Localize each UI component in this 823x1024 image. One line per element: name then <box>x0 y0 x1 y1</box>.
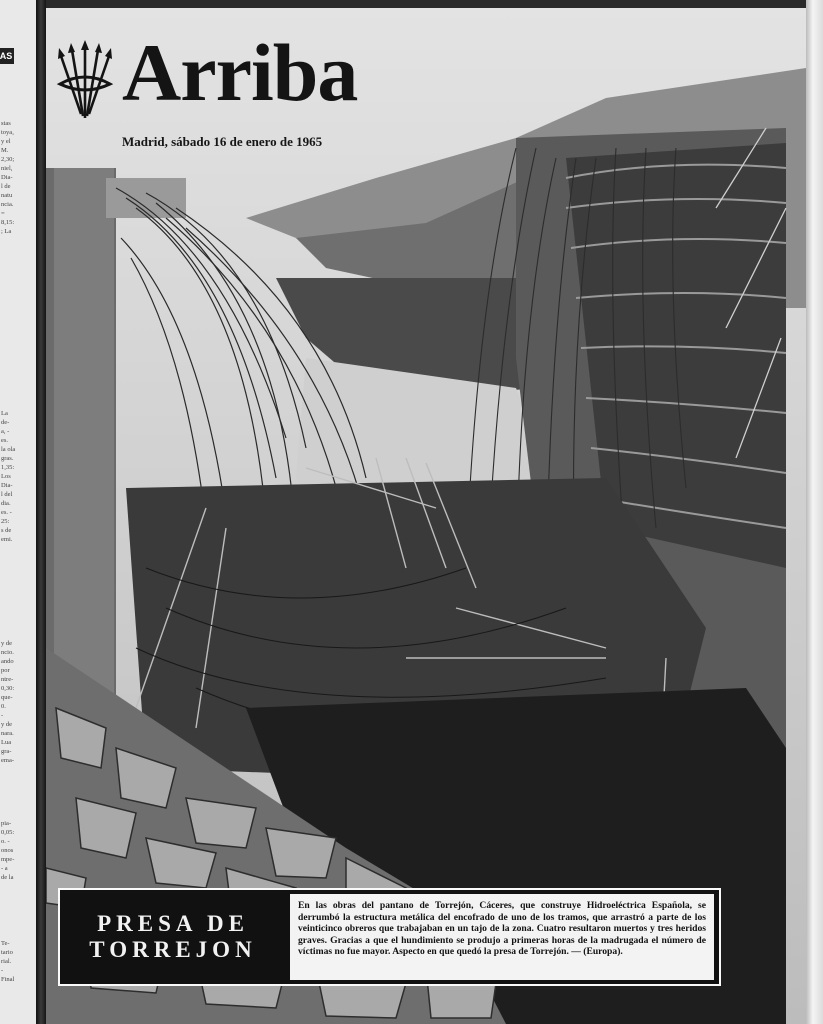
caption-body: En las obras del pantano de Torrejón, Cáceres, que construye Hidroeléctrica Española, se derrumbó la estructura metálica del encofrado de uno de los tramos, que arrastró a parte de los veinticinco obreros que trabajaban en un tajo de la zona. Cuatro resultaron muertos y tres heridos graves. Gracias a que el hundimiento se produjo a primeras horas de la madrugada el número de víctimas no fue mayor. Aspecto en que quedó la presa de Torrejón. — (Europa). <box>290 894 714 980</box>
left-page-fragment: ntre- <box>1 676 14 683</box>
left-page-fragment: y de <box>1 721 13 728</box>
left-page-fragment: 0,05: <box>1 829 15 836</box>
left-page-fragment: la ola <box>1 446 16 453</box>
left-page-fragment: 8,15: <box>1 219 15 226</box>
left-page-fragment: ando <box>1 658 14 665</box>
left-page-fragment: Lua <box>1 739 12 746</box>
book-binding <box>36 0 46 1024</box>
left-page-fragment: a, - <box>1 428 10 435</box>
left-page-fragment: = <box>1 210 5 217</box>
masthead <box>50 27 410 170</box>
left-page-fragment: Dia- <box>1 482 13 489</box>
left-page-fragment: de la <box>1 874 14 881</box>
left-page-fragment: y de <box>1 640 13 647</box>
left-page-fragment: ema- <box>1 757 14 764</box>
left-page-fragment: Te- <box>1 940 10 947</box>
left-page-fragment: mpe- <box>1 856 15 863</box>
left-page-fragment: que- <box>1 694 13 701</box>
left-page-fragment: de- <box>1 419 10 426</box>
left-page-fragment: stas <box>1 120 11 127</box>
left-page-fragment: o. - <box>1 838 10 845</box>
left-page-fragment: l del <box>1 491 13 498</box>
left-page-fragment: gras. <box>1 455 14 462</box>
left-page-fragment: gra- <box>1 748 12 755</box>
left-page-fragment: nara. <box>1 730 14 737</box>
caption-heading <box>66 896 280 978</box>
left-page-fragment: y el <box>1 138 11 145</box>
left-page-fragment: 2,30; <box>1 156 15 163</box>
left-page-fragment: 25: <box>1 518 10 525</box>
left-page-fragment: ; La <box>1 228 12 235</box>
left-adjacent-page <box>0 0 38 1024</box>
left-page-fragment: tario <box>1 949 13 956</box>
left-page-fragment: La <box>1 410 8 417</box>
caption-heading-line2: TORREJON <box>89 937 257 962</box>
left-page-fragment: ncio. <box>1 649 14 656</box>
caption-box <box>58 888 721 986</box>
left-page-fragment: natu <box>1 192 13 199</box>
left-page-fragment: dia. <box>1 500 11 507</box>
left-page-fragment: emi. <box>1 536 13 543</box>
left-page-fragment: Los <box>1 473 11 480</box>
left-page-fragment: - <box>1 712 4 719</box>
left-page-fragment: 0,30: <box>1 685 15 692</box>
left-page-fragment: Final <box>1 976 15 983</box>
cover-page <box>46 8 806 1024</box>
page-edge <box>806 0 823 1024</box>
left-page-fragment: rial. <box>1 958 12 965</box>
newspaper-title: Arriba <box>122 27 358 118</box>
left-page-fragment: pia- <box>1 820 12 827</box>
left-page-fragment: toya, <box>1 129 14 136</box>
left-page-fragment: - a <box>1 865 8 872</box>
left-page-fragment: niel, <box>1 165 13 172</box>
left-page-fragment: ncia. <box>1 201 14 208</box>
section-tab: AS <box>0 48 14 64</box>
left-page-fragment: es. <box>1 437 9 444</box>
left-page-fragment: 1,35: <box>1 464 15 471</box>
left-page-fragment: l de <box>1 183 11 190</box>
left-page-fragment: M. <box>1 147 9 154</box>
left-page-fragment: Dia- <box>1 174 13 181</box>
left-page-fragment: por <box>1 667 10 674</box>
left-page-fragment: es. - <box>1 509 12 516</box>
caption-heading-line1: PRESA DE <box>97 911 249 936</box>
dateline: Madrid, sábado 16 de enero de 1965 <box>122 134 323 149</box>
left-page-fragment: s de <box>1 527 12 534</box>
left-page-fragment: - <box>1 967 4 974</box>
yoke-and-arrows-icon <box>56 40 114 122</box>
left-page-fragment: onos <box>1 847 14 854</box>
left-page-fragment: 0. <box>1 703 6 710</box>
